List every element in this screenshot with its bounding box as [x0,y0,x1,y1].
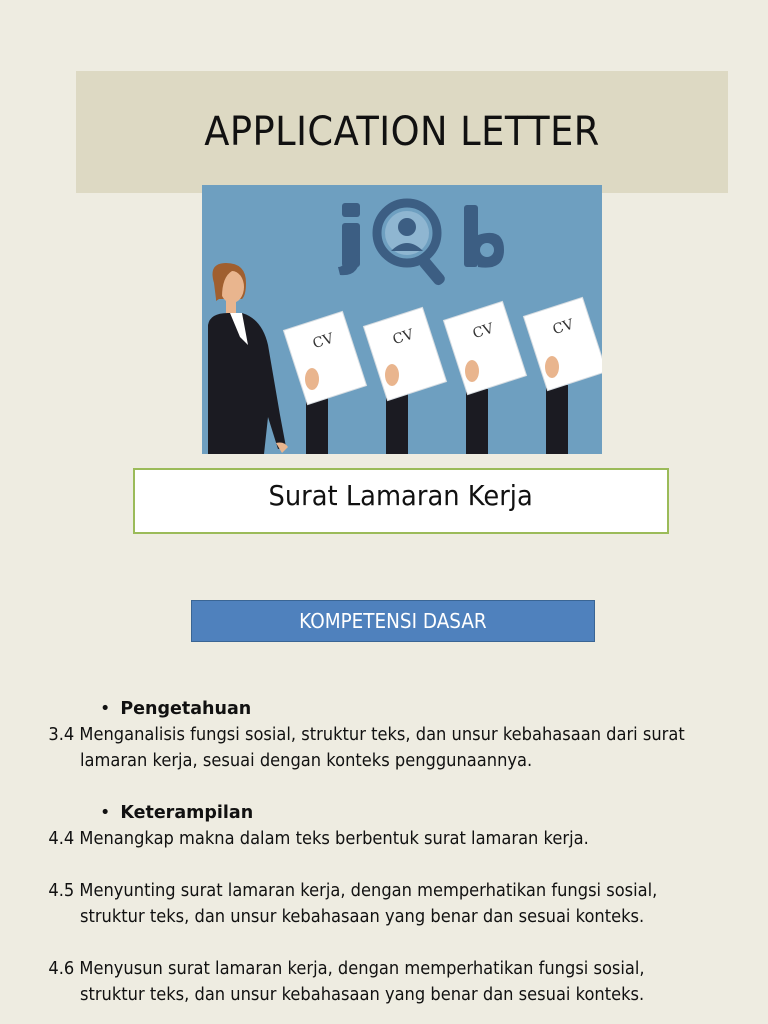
job-search-illustration [202,185,602,454]
cv-card-label: CV [550,316,576,339]
competency-item: 4.6 Menyusun surat lamaran kerja, dengan memperhatikan fungsi sosial, struktur teks, dan unsur kebahasaan yang benar dan sesuai konteks. [48,959,645,1005]
group-heading-pengetahuan: • Pengetahuan [100,696,760,722]
competency-item: 4.4 Menangkap makna dalam teks berbentuk surat lamaran kerja. [48,829,589,849]
page-title: APPLICATION LETTER [204,109,600,155]
cv-card-label: CV [310,330,336,353]
subtitle-box [133,468,669,534]
competency-item: 4.5 Menyunting surat lamaran kerja, dengan memperhatikan fungsi sosial, struktur teks, dan unsur kebahasaan yang benar dan sesuai konteks. [48,881,658,927]
title-band [76,71,728,193]
cv-card-label: CV [390,326,416,349]
competency-item: 3.4 Menganalisis fungsi sosial, struktur teks, dan unsur kebahasaan dari surat lamaran kerja, sesuai dengan konteks penggunaannya. [48,725,685,771]
subtitle: Surat Lamaran Kerja [268,478,534,512]
section-label: KOMPETENSI DASAR [299,609,487,633]
competency-list [48,696,760,1008]
cv-card-label: CV [470,320,496,343]
section-label-box [191,600,595,642]
group-heading-keterampilan: • Keterampilan [100,800,760,826]
